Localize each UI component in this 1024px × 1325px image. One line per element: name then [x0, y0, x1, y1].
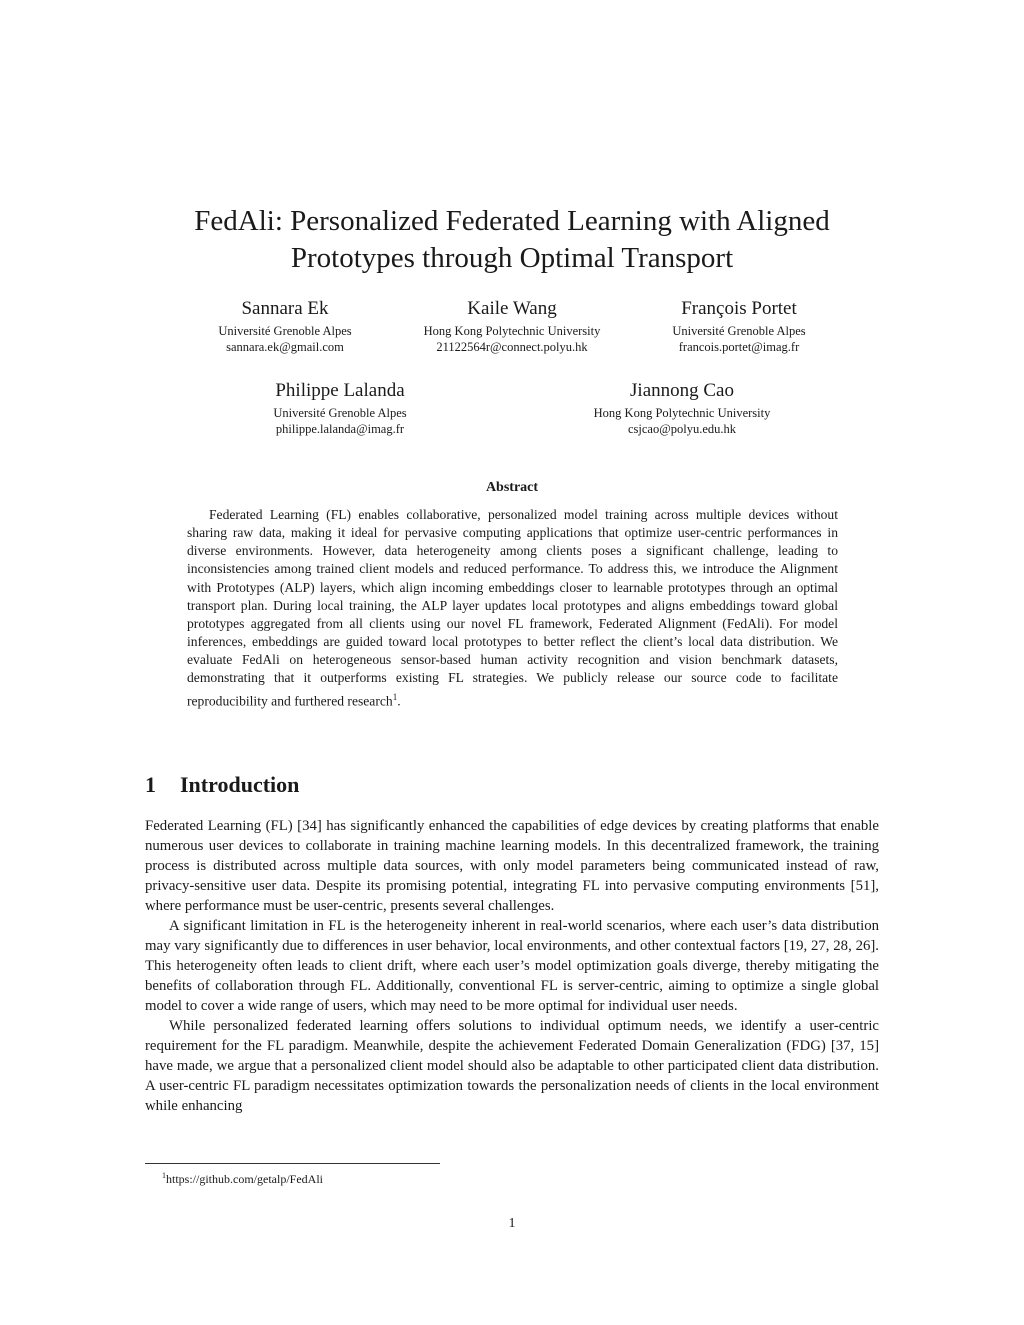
author-name: Philippe Lalanda [275, 380, 405, 401]
abstract-text: Federated Learning (FL) enables collaborative, personalized model training across multiple devices without sharing raw data, making it ideal for pervasive computing applications that optimize user-centric performances in diverse environments. However, data heterogeneity among clients poses a significant challenge, leading to inconsistencies among trained client models and reduced performance. To address this, we introduce the Alignment with Prototypes (ALP) layers, which align incoming embeddings closer to learnable prototypes through an optimal transport plan. During local training, the ALP layer updates local prototypes and aligns embeddings toward global prototypes aggregated from all clients using our novel FL framework, Federated Alignment (FedAli). For model inferences, embeddings are guided toward local prototypes to better reflect the client’s local data distribution. We evaluate FedAli on heterogeneous sensor-based human activity recognition and vision benchmark datasets, demonstrating that it outperforms existing FL strategies. We publicly release our source code to facilitate reproducibility and furthered research [187, 507, 838, 709]
abstract-heading: Abstract [485, 480, 539, 495]
author-email: csjcao@polyu.edu.hk [627, 422, 736, 436]
author-email: 21122564r@connect.polyu.hk [436, 340, 588, 354]
author-affiliation: Université Grenoble Alpes [218, 324, 352, 338]
section-title: Introduction [180, 772, 300, 797]
footnote-marker: 1 [162, 1171, 166, 1180]
author-name: Jiannong Cao [630, 380, 734, 401]
author-email: francois.portet@imag.fr [678, 340, 800, 354]
paragraph: Federated Learning (FL) [34] has significantly enhanced the capabilities of edge devices by creating platforms that enable numerous user devices to collaborate in training machine learning models. In this decentralized framework, the training process is distributed across multiple data sources, with only model parameters being communicated instead of raw, privacy-sensitive user data. Despite its promising potential, integrating FL into pervasive computing environments [51], where performance must be user-centric, presents several challenges. [145, 818, 879, 914]
footnote-link[interactable]: https://github.com/getalp/FedAli [166, 1172, 323, 1186]
author-affiliation: Université Grenoble Alpes [273, 406, 407, 420]
footnote [162, 1168, 323, 1187]
author-email: philippe.lalanda@imag.fr [275, 422, 405, 436]
arxiv-identifier-stamp [18, 352, 74, 942]
paper-title: FedAli: Personalized Federated Learning with Aligned Prototypes through Optimal Transport [194, 205, 830, 274]
author-block [562, 380, 802, 437]
author-name: Sannara Ek [241, 298, 329, 319]
author-email: sannara.ek@gmail.com [226, 340, 344, 354]
section-number: 1 [145, 772, 156, 797]
author-block [185, 298, 385, 355]
section-heading [145, 772, 299, 798]
introduction-body [145, 816, 879, 1116]
page-number: 1 [508, 1216, 516, 1231]
author-affiliation: Hong Kong Polytechnic University [423, 324, 601, 338]
author-affiliation: Hong Kong Polytechnic University [593, 406, 771, 420]
abstract-body: Federated Learning (FL) enables collaborative, personalized model training across multiple devices without sharing raw data, making it ideal for pervasive computing applications that optimize user-centric performances in diverse environments. However, data heterogeneity among clients poses a significant challenge, leading to inconsistencies among trained client models and reduced performance. To address this, we introduce the Alignment with Prototypes (ALP) layers, which align incoming embeddings closer to learnable prototypes through an optimal transport plan. During local training, the ALP layer updates local prototypes and aligns embeddings toward global prototypes aggregated from all clients using our novel FL framework, Federated Alignment (FedAli). For model inferences, embeddings are guided toward local prototypes to better reflect the client’s local data distribution. We evaluate FedAli on heterogeneous sensor-based human activity recognition and vision benchmark datasets, demonstrating that it outperforms existing FL strategies. We publicly release our source code to facilitate reproducibility and furthered research$^1$. [187, 507, 838, 709]
paragraph: A significant limitation in FL is the heterogeneity inherent in real-world scenarios, where each user’s data distribution may vary significantly due to differences in user behavior, local environments, and other contextual factors [19, 27, 28, 26]. This heterogeneity often leads to client drift, where each user’s model optimization goals diverge, thereby mitigating the benefits of collaboration through FL. Additionally, conventional FL is server-centric, aiming to optimize a single global model to cover a wide range of users, which may need to be more optimal for individual user needs. [145, 918, 879, 1014]
author-block [638, 298, 840, 355]
author-block [392, 298, 632, 355]
author-affiliation: Université Grenoble Alpes [672, 324, 806, 338]
author-name: François Portet [681, 298, 797, 319]
footnote-reference[interactable]: 1 [392, 691, 398, 702]
author-name: Kaile Wang [467, 298, 557, 319]
paragraph: While personalized federated learning offers solutions to individual optimum needs, we identify a user-centric requirement for the FL paradigm. Meanwhile, despite the achievement Federated Domain Generalization (FDG) [37, 15] have made, we argue that a personalized client model should also be adaptable to other participated client data distribution. A user-centric FL paradigm necessitates optimization towards the personalization needs of clients in the local environment while enhancing [145, 1018, 879, 1114]
author-block [240, 380, 440, 437]
footnote-divider [145, 1163, 440, 1164]
